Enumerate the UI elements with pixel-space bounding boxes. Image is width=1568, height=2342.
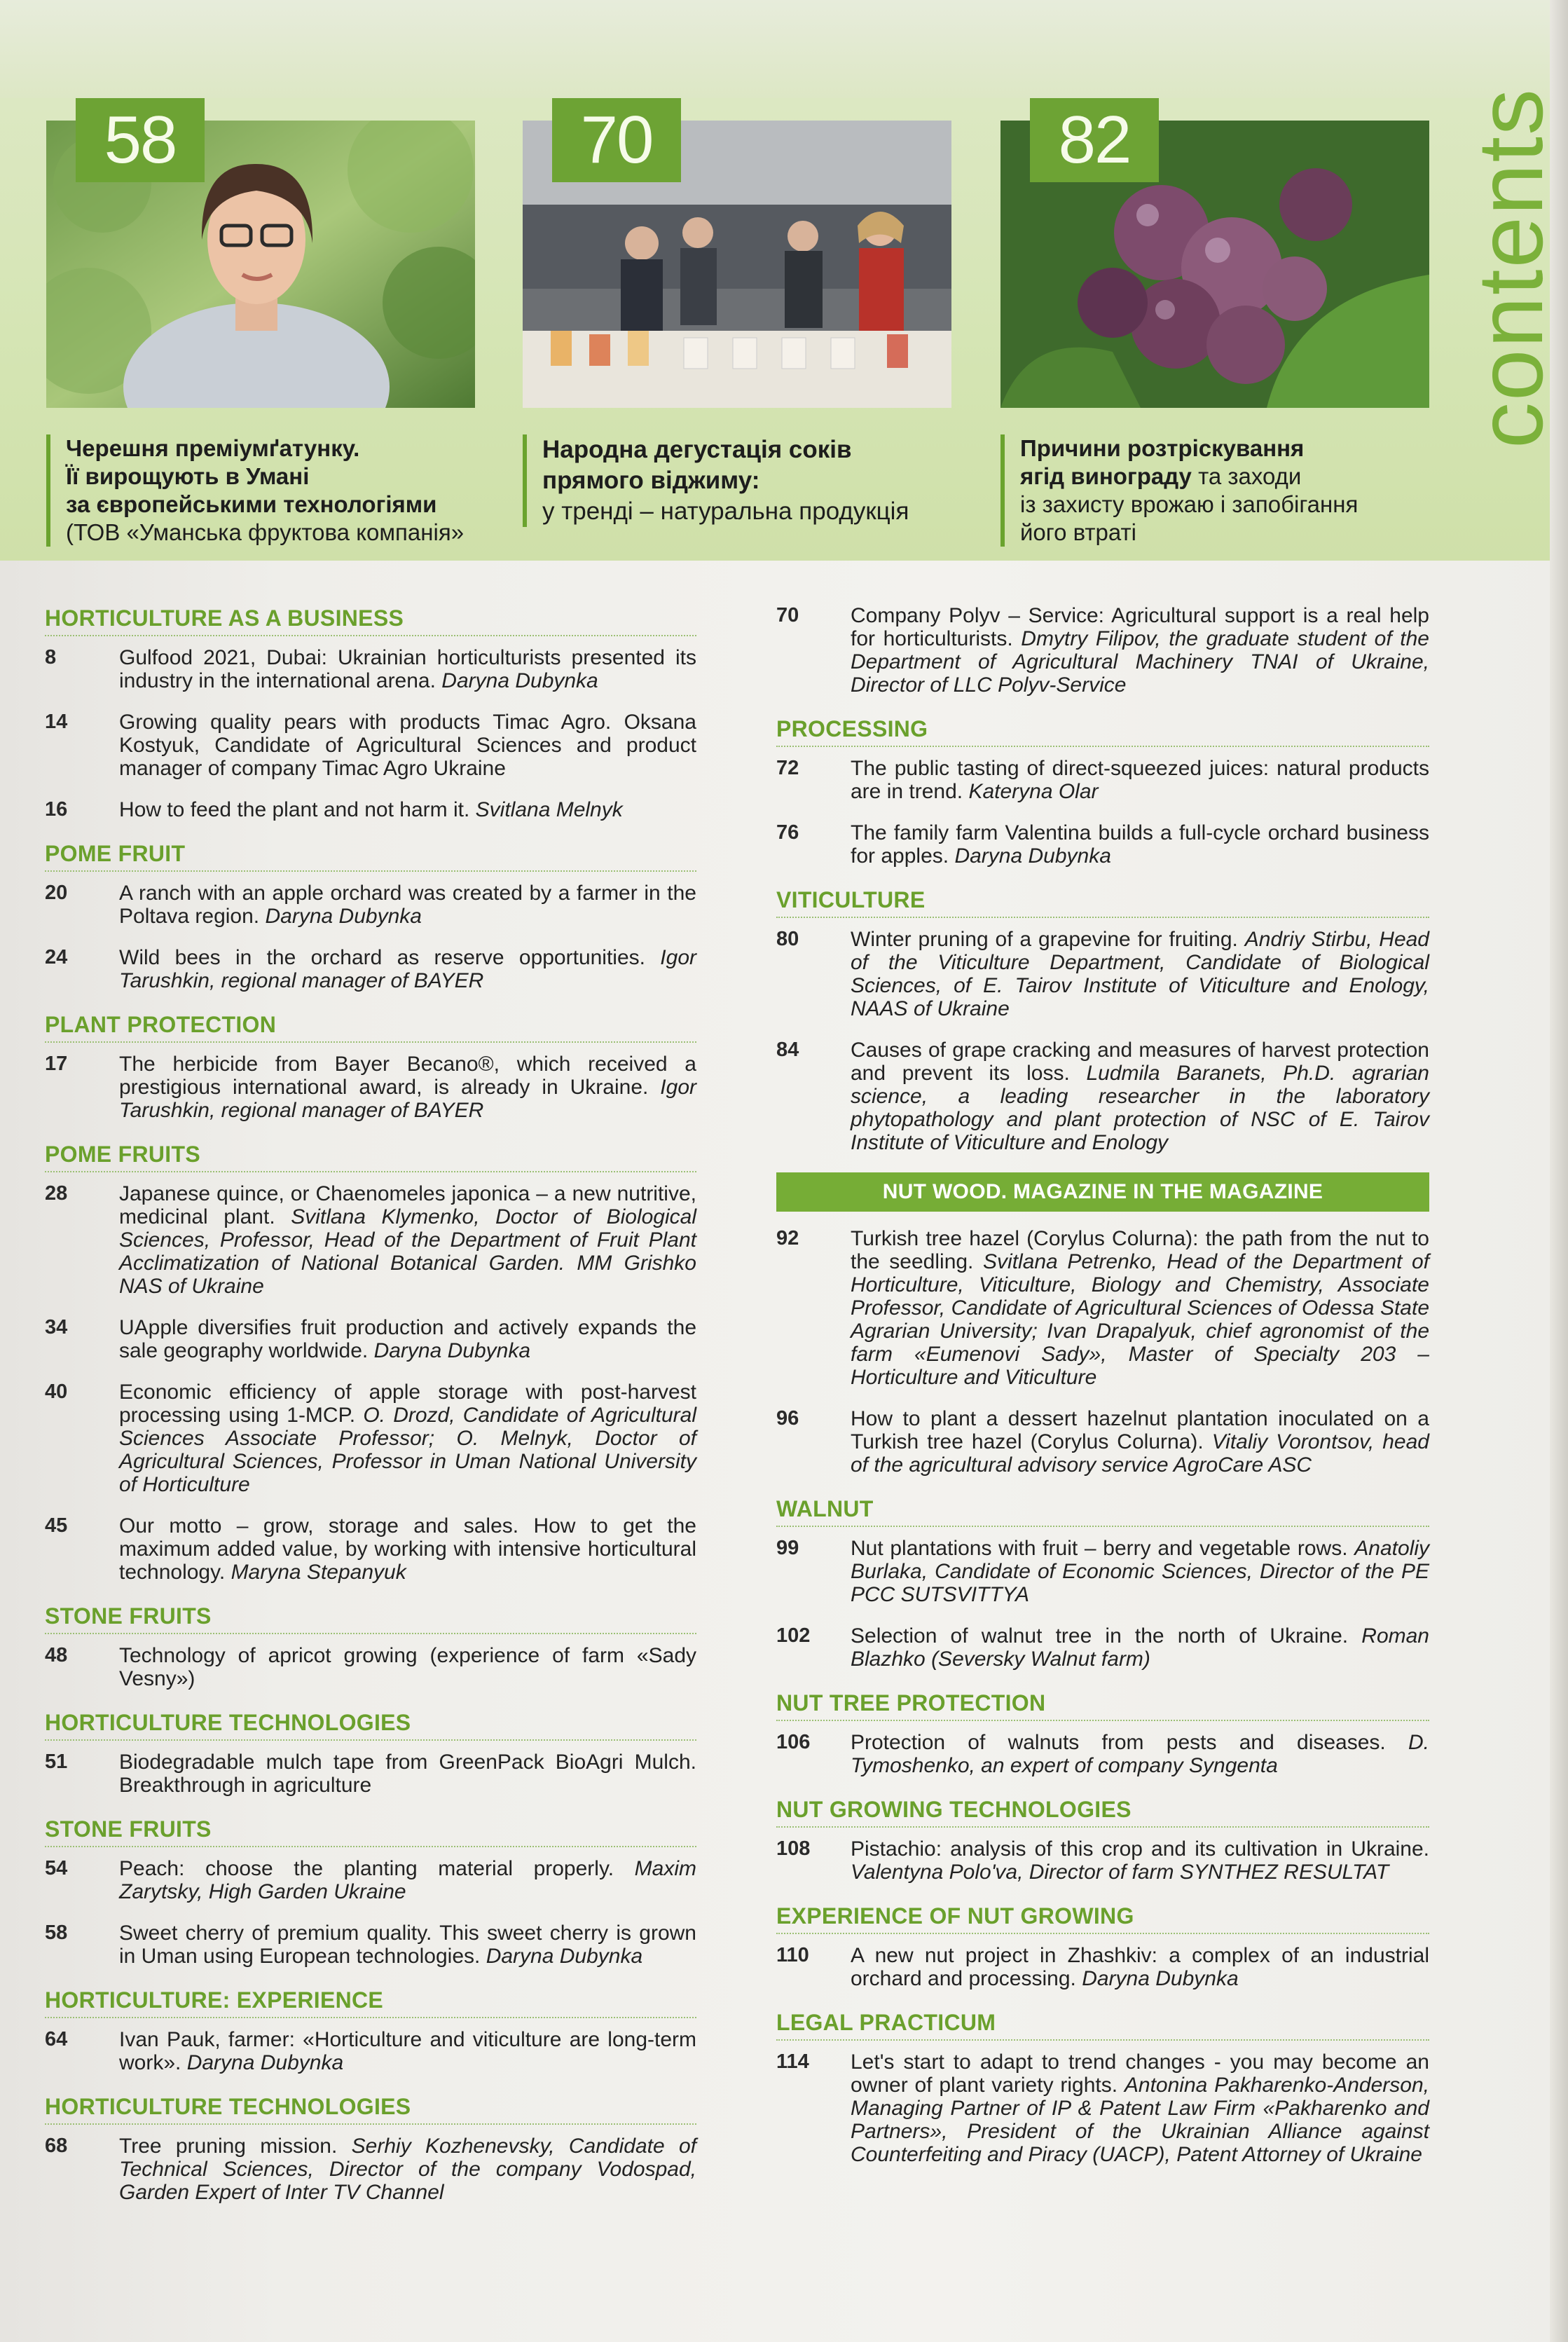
toc-entry[interactable] bbox=[776, 1624, 1429, 1671]
toc-section-heading: PROCESSING bbox=[776, 715, 1429, 747]
toc-entry[interactable] bbox=[45, 1182, 696, 1298]
toc-page-number: 108 bbox=[776, 1837, 811, 1860]
caption-line: Народна дегустація соків bbox=[542, 436, 852, 463]
toc-entry-text bbox=[119, 1182, 696, 1298]
toc-entry-text bbox=[851, 1227, 1429, 1389]
caption-line-rest: та заходи bbox=[1191, 463, 1302, 489]
toc-entry-author: Daryna Dubynka bbox=[954, 844, 1111, 868]
toc-entry-title: Pistachio: analysis of this crop and its cultivation in Ukraine. bbox=[851, 1837, 1429, 1861]
toc-entry-text bbox=[119, 2135, 696, 2204]
toc-section-heading: LEGAL PRACTICUM bbox=[776, 2008, 1429, 2041]
toc-page-number: 64 bbox=[45, 2028, 68, 2050]
toc-section-heading: POME FRUITS bbox=[45, 1140, 696, 1172]
toc-section-heading: POME FRUIT bbox=[45, 840, 696, 872]
caption-line: Причини розтріскування bbox=[1020, 435, 1305, 461]
toc-entry-text bbox=[119, 882, 696, 928]
feature-page-number: 70 bbox=[552, 98, 681, 182]
toc-page-number: 102 bbox=[776, 1624, 811, 1647]
toc-entry-author: Maryna Stepanyuk bbox=[231, 1561, 406, 1584]
toc-entry[interactable] bbox=[776, 1837, 1429, 1884]
toc-entry[interactable] bbox=[776, 757, 1429, 803]
toc-entry-text bbox=[119, 646, 696, 692]
toc-entry[interactable] bbox=[45, 1381, 696, 1496]
toc-entry[interactable] bbox=[45, 711, 696, 780]
toc-entry-title: Peach: choose the planting material properly. bbox=[119, 1857, 614, 1880]
toc-entry-title: The family farm Valentina builds a full-cycle orchard business for apples. bbox=[851, 821, 1429, 868]
toc-entry-text bbox=[851, 1039, 1429, 1154]
toc-section-heading: NUT GROWING TECHNOLOGIES bbox=[776, 1795, 1429, 1828]
toc-entry-author: Valentyna Polo'va, Director of farm SYNTHEZ RESULTAT bbox=[851, 1861, 1389, 1884]
toc-entry[interactable] bbox=[45, 646, 696, 692]
toc-entry[interactable] bbox=[45, 798, 696, 821]
caption-line: прямого віджиму: bbox=[542, 467, 760, 494]
toc-entry-author: Svitlana Melnyk bbox=[475, 798, 623, 821]
toc-entry-author: Daryna Dubynka bbox=[441, 669, 598, 692]
toc-section-heading: HORTICULTURE TECHNOLOGIES bbox=[45, 1708, 696, 1741]
toc-entry-text bbox=[119, 946, 696, 992]
toc-entry-author: Daryna Dubynka bbox=[186, 2051, 344, 2074]
toc-entry-title: Sweet cherry of premium quality. This sweet cherry is grown in Uman using European technologies. bbox=[119, 1922, 696, 1968]
toc-entry-author: Anatoliy Burlaka, Candidate of Economic Sciences, Director of the PE PCC SUTSVITTYA bbox=[851, 1537, 1429, 1606]
toc-section-heading: HORTICULTURE TECHNOLOGIES bbox=[45, 2093, 696, 2125]
toc-entry-title: Nut plantations with fruit – berry and vegetable rows. bbox=[851, 1537, 1348, 1560]
toc-entry-title: Ivan Pauk, farmer: «Horticulture and viticulture are long-term work». bbox=[119, 2028, 696, 2074]
toc-entry-title: Turkish tree hazel (Corylus Colurna): the path from the nut to the seedling. bbox=[851, 1227, 1429, 1273]
toc-page-number: 54 bbox=[45, 1857, 68, 1879]
toc-entry-author: Daryna Dubynka bbox=[373, 1339, 531, 1362]
toc-entry-author: Igor Tarushkin, regional manager of BAYER bbox=[119, 1076, 696, 1122]
toc-entry[interactable] bbox=[45, 1316, 696, 1362]
toc-page-number: 92 bbox=[776, 1227, 799, 1249]
caption-line: Черешня преміумґатунку. bbox=[66, 435, 360, 461]
toc-entry-author: Maxim Zarytsky, High Garden Ukraine bbox=[119, 1857, 696, 1903]
toc-entry-text bbox=[119, 798, 696, 821]
toc-entry-author: Daryna Dubynka bbox=[486, 1945, 643, 1968]
toc-page-number: 24 bbox=[45, 946, 68, 968]
feature-caption bbox=[46, 434, 514, 547]
toc-entry-title: Company Polyv – Service: Agricultural support is a real help for horticulturists. bbox=[851, 604, 1429, 650]
toc-entry-title: Japanese quince, or Chaenomeles japonica – a new nutritive, medicinal plant. bbox=[119, 1182, 696, 1228]
toc-entry[interactable] bbox=[776, 1731, 1429, 1777]
toc-entry[interactable] bbox=[776, 1227, 1429, 1389]
toc-entry[interactable] bbox=[776, 1537, 1429, 1606]
toc-entry[interactable] bbox=[776, 1407, 1429, 1477]
toc-entry-text bbox=[851, 1537, 1429, 1606]
toc-page-number: 96 bbox=[776, 1407, 799, 1430]
toc-entry[interactable] bbox=[45, 1053, 696, 1122]
toc-page-number: 8 bbox=[45, 646, 57, 669]
toc-page-number: 99 bbox=[776, 1537, 799, 1559]
toc-page-number: 72 bbox=[776, 757, 799, 779]
toc-entry-text bbox=[851, 928, 1429, 1020]
toc-entry-title: Technology of apricot growing (experience of farm «Sady Vesny») bbox=[119, 1644, 696, 1690]
toc-page-number: 106 bbox=[776, 1731, 811, 1753]
toc-entry-title: Economic efficiency of apple storage with post-harvest processing using 1-MCP. bbox=[119, 1381, 696, 1427]
toc-section-heading: PLANT PROTECTION bbox=[45, 1011, 696, 1043]
toc-page-number: 17 bbox=[45, 1053, 68, 1075]
toc-column-right bbox=[776, 604, 1429, 2184]
toc-entry[interactable] bbox=[45, 1514, 696, 1584]
feature-page-number: 58 bbox=[76, 98, 205, 182]
toc-section-heading: EXPERIENCE OF NUT GROWING bbox=[776, 1902, 1429, 1934]
toc-page-number: 40 bbox=[45, 1381, 68, 1403]
toc-entry-author: Andriy Stirbu, Head of the Viticulture Department, Candidate of Biological Sciences, of E. Tairov Institute of Viticulture and Enology, NAAS of Ukraine bbox=[851, 928, 1429, 1020]
feature-caption bbox=[523, 434, 991, 527]
toc-page-number: 28 bbox=[45, 1182, 68, 1205]
toc-entry-author: Daryna Dubynka bbox=[265, 905, 422, 928]
toc-entry[interactable] bbox=[45, 946, 696, 992]
toc-page-number: 45 bbox=[45, 1514, 68, 1537]
toc-entry-text bbox=[119, 2028, 696, 2074]
toc-entry[interactable] bbox=[45, 1751, 696, 1797]
toc-entry-title: Let's start to adapt to trend changes - you may become an owner of plant variety rights. bbox=[851, 2050, 1429, 2097]
toc-entry-text bbox=[119, 1857, 696, 1903]
toc-entry-text bbox=[851, 1837, 1429, 1884]
toc-entry-title: Gulfood 2021, Dubai: Ukrainian horticulturists presented its industry in the international arena. bbox=[119, 646, 696, 692]
toc-entry-text bbox=[119, 1751, 696, 1797]
toc-entry-author: Vitaliy Vorontsov, head of the agricultural advisory service AgroCare ASC bbox=[851, 1430, 1429, 1477]
toc-entry-text bbox=[119, 1381, 696, 1496]
toc-page-number: 48 bbox=[45, 1644, 68, 1666]
caption-line: Її вирощують в Умані bbox=[66, 463, 310, 489]
toc-entry-title: A ranch with an apple orchard was created by a farmer in the Poltava region. bbox=[119, 882, 696, 928]
toc-section-heading: WALNUT bbox=[776, 1495, 1429, 1527]
toc-entry-title: Tree pruning mission. bbox=[119, 2135, 338, 2158]
toc-entry-title: Growing quality pears with products Timac Agro. Oksana Kostyuk, Candidate of Agricultural Sciences and product manager of company Timac Agro Ukraine bbox=[119, 711, 696, 780]
toc-entry[interactable] bbox=[776, 1944, 1429, 1990]
toc-entry-title: The public tasting of direct-squeezed juices: natural products are in trend. bbox=[851, 757, 1429, 803]
toc-entry[interactable] bbox=[776, 604, 1429, 697]
toc-entry[interactable] bbox=[776, 821, 1429, 868]
toc-page-number: 51 bbox=[45, 1751, 68, 1773]
toc-page-number: 76 bbox=[776, 821, 799, 844]
toc-column-left bbox=[45, 604, 696, 2222]
toc-page-number: 80 bbox=[776, 928, 799, 950]
toc-entry-title: How to feed the plant and not harm it. bbox=[119, 798, 470, 821]
toc-entry-author: Ludmila Baranets, Ph.D. agrarian science, a leading researcher in the laboratory phytopathology and plant protection of NSC of E. Tairov Institute of Viticulture and Enology bbox=[851, 1062, 1429, 1154]
caption-line: його втраті bbox=[1020, 519, 1136, 545]
toc-entry-text bbox=[119, 1644, 696, 1690]
toc-entry-title: Causes of grape cracking and measures of harvest protection and prevent its loss. bbox=[851, 1039, 1429, 1085]
caption-line: за європейськими технологіями bbox=[66, 491, 437, 517]
toc-entry[interactable] bbox=[45, 1922, 696, 1968]
toc-entry-text bbox=[119, 1922, 696, 1968]
toc-section-heading: HORTICULTURE: EXPERIENCE bbox=[45, 1986, 696, 2018]
toc-entry-author: Antonina Pakharenko-Anderson, Managing Partner of IP & Patent Law Firm «Pakharenko and Partners», President of the Ukrainian Alliance against Counterfeiting and Piracy (UACP), Patent Attorney of Ukraine bbox=[851, 2074, 1429, 2166]
toc-entry-author: Igor Tarushkin, regional manager of BAYER bbox=[119, 946, 696, 992]
toc-section-heading: NUT TREE PROTECTION bbox=[776, 1689, 1429, 1721]
toc-entry-author: Svitlana Klymenko, Doctor of Biological Sciences, Professor, Head of the Department of Fruit Plant Acclimatization of National Botanical Garden. MM Grishko NAS of Ukraine bbox=[119, 1205, 696, 1298]
toc-entry-title: A new nut project in Zhashkiv: a complex of an industrial orchard and processing. bbox=[851, 1944, 1429, 1990]
toc-section-heading: HORTICULTURE AS A BUSINESS bbox=[45, 604, 696, 636]
toc-page-number: 84 bbox=[776, 1039, 799, 1061]
toc-entry-author: D. Tymoshenko, an expert of company Syngenta bbox=[851, 1731, 1429, 1777]
toc-entry-text bbox=[119, 1053, 696, 1122]
toc-entry-title: Biodegradable mulch tape from GreenPack BioAgri Mulch. Breakthrough in agriculture bbox=[119, 1751, 696, 1797]
toc-entry-title: UApple diversifies fruit production and actively expands the sale geography worldwide. bbox=[119, 1316, 696, 1362]
toc-entry-title: The herbicide from Bayer Becano®, which received a prestigious international award, is already in Ukraine. bbox=[119, 1053, 696, 1099]
toc-page-number: 14 bbox=[45, 711, 68, 733]
toc-entry-author: Daryna Dubynka bbox=[1082, 1967, 1239, 1990]
feature-caption bbox=[1000, 434, 1469, 547]
toc-entry[interactable] bbox=[45, 882, 696, 928]
toc-entry-text bbox=[851, 1731, 1429, 1777]
toc-entry-text bbox=[851, 2050, 1429, 2166]
toc-entry-title: Winter pruning of a grapevine for fruiting. bbox=[851, 928, 1238, 951]
toc-page-number: 34 bbox=[45, 1316, 68, 1338]
toc-section-heading: VITICULTURE bbox=[776, 886, 1429, 918]
toc-entry-text bbox=[119, 711, 696, 780]
toc-section-heading: STONE FRUITS bbox=[45, 1815, 696, 1847]
toc-page-number: 110 bbox=[776, 1944, 809, 1966]
toc-section-heading: NUT WOOD. MAGAZINE IN THE MAGAZINE bbox=[776, 1172, 1429, 1212]
toc-entry[interactable] bbox=[776, 928, 1429, 1020]
contents-heading: contents bbox=[1459, 88, 1562, 448]
caption-line: із захисту врожаю і запобігання bbox=[1020, 491, 1359, 517]
toc-entry[interactable] bbox=[45, 2135, 696, 2204]
toc-entry-title: Selection of walnut tree in the north of Ukraine. bbox=[851, 1624, 1349, 1648]
toc-entry-author: O. Drozd, Candidate of Agricultural Sciences Associate Professor; O. Melnyk, Doctor of Agricultural Sciences, Professor in Uman National University of Horticulture bbox=[119, 1404, 696, 1496]
toc-entry[interactable] bbox=[776, 1039, 1429, 1154]
toc-entry[interactable] bbox=[776, 2050, 1429, 2166]
toc-entry-text bbox=[851, 821, 1429, 868]
toc-entry-text bbox=[851, 1407, 1429, 1477]
caption-line: у тренді – натуральна продукція bbox=[542, 498, 909, 525]
toc-entry-title: Our motto – grow, storage and sales. How to get the maximum added value, by working with intensive horticultural technology. bbox=[119, 1514, 696, 1584]
toc-entry-text bbox=[851, 757, 1429, 803]
toc-entry-text bbox=[851, 1944, 1429, 1990]
toc-entry-title: Wild bees in the orchard as reserve opportunities. bbox=[119, 946, 645, 969]
toc-entry-title: How to plant a dessert hazelnut plantation inoculated on a Turkish tree hazel (Corylus Colurna). bbox=[851, 1407, 1429, 1453]
toc-entry-author: Svitlana Petrenko, Head of the Department of Horticulture, Viticulture, Biology and Chemistry, Associate Professor, Candidate of Agricultural Sciences of Odessa State Agrarian University; Ivan Drapalyuk, chief agronomist of the farm «Eumenovi Sady», Master of Specialty 203 – Horticulture and Viticulture bbox=[851, 1250, 1429, 1389]
feature-page-number: 82 bbox=[1030, 98, 1159, 182]
caption-line: ягід винограду bbox=[1020, 463, 1192, 489]
toc-entry-author: Kateryna Olar bbox=[968, 780, 1099, 803]
toc-page-number: 20 bbox=[45, 882, 68, 904]
toc-entry[interactable] bbox=[45, 1857, 696, 1903]
toc-section-heading: STONE FRUITS bbox=[45, 1602, 696, 1634]
caption-line: (ТОВ «Уманська фруктова компанія» bbox=[66, 519, 465, 545]
toc-entry[interactable] bbox=[45, 2028, 696, 2074]
toc-page-number: 70 bbox=[776, 604, 799, 626]
toc-page-number: 114 bbox=[776, 2050, 809, 2073]
toc-entry-text bbox=[851, 1624, 1429, 1671]
toc-entry-title: Protection of walnuts from pests and diseases. bbox=[851, 1731, 1386, 1754]
toc-page-number: 68 bbox=[45, 2135, 68, 2157]
toc-entry-text bbox=[851, 604, 1429, 697]
toc-entry-author: Roman Blazhko (Seversky Walnut farm) bbox=[851, 1624, 1429, 1671]
toc-page-number: 16 bbox=[45, 798, 68, 821]
toc-entry-text bbox=[119, 1514, 696, 1584]
toc-entry-text bbox=[119, 1316, 696, 1362]
toc-entry-author: Dmytry Filipov, the graduate student of the Department of Agricultural Machinery TNAI of Ukraine, Director of LLC Polyv-Service bbox=[851, 627, 1429, 697]
toc-entry-author: Serhiy Kozhenevsky, Candidate of Technical Sciences, Director of the company Vodospad, Garden Expert of Inter TV Channel bbox=[119, 2135, 696, 2204]
toc-page-number: 58 bbox=[45, 1922, 68, 1944]
toc-entry[interactable] bbox=[45, 1644, 696, 1690]
